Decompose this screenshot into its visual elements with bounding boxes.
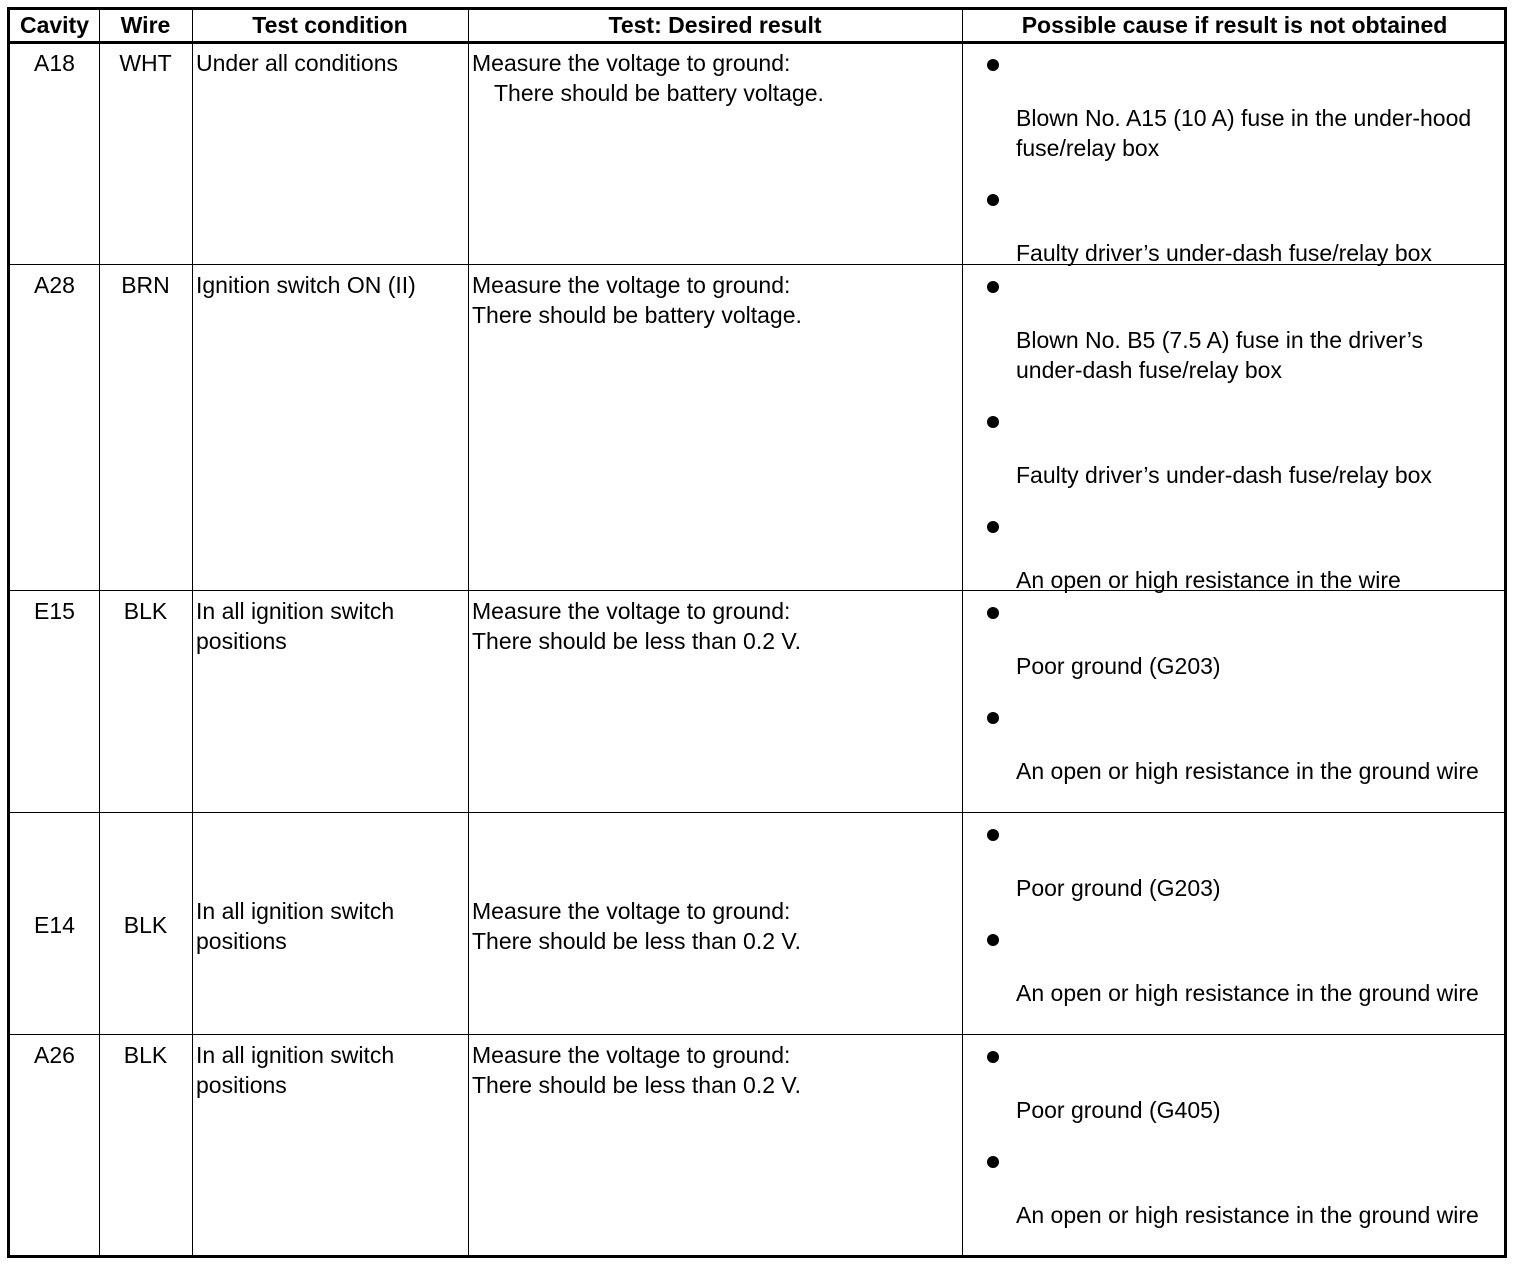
condition-cell: In all ignition switch positions bbox=[196, 1042, 395, 1098]
wire-cell: BLK bbox=[123, 1042, 168, 1068]
condition-cell: In all ignition switch positions bbox=[196, 898, 395, 954]
bullet-icon bbox=[987, 607, 999, 619]
column-divider bbox=[192, 10, 193, 1255]
header-test-condition: Test condition bbox=[252, 12, 408, 38]
bullet-icon bbox=[987, 1051, 999, 1063]
result-line: There should be battery voltage. bbox=[472, 302, 802, 328]
result-line: There should be less than 0.2 V. bbox=[472, 628, 802, 654]
result-line: Measure the voltage to ground: bbox=[472, 1042, 791, 1068]
bullet-icon bbox=[987, 829, 999, 841]
row-divider bbox=[10, 812, 1504, 813]
wire-cell: BRN bbox=[121, 272, 170, 298]
cause-item: An open or high resistance in the ground wire bbox=[1016, 1202, 1479, 1228]
wire-cell: WHT bbox=[119, 50, 172, 76]
cavity-cell: E15 bbox=[34, 598, 75, 624]
cause-item: Poor ground (G203) bbox=[1016, 653, 1221, 679]
bullet-icon bbox=[987, 712, 999, 724]
condition-cell: In all ignition switch positions bbox=[196, 598, 395, 654]
cause-item: Poor ground (G203) bbox=[1016, 875, 1221, 901]
header-cavity: Cavity bbox=[19, 12, 90, 38]
cavity-cell: A28 bbox=[34, 272, 75, 298]
result-line: Measure the voltage to ground: bbox=[472, 598, 791, 624]
cavity-cell: A26 bbox=[34, 1042, 75, 1068]
cause-item: An open or high resistance in the ground wire bbox=[1016, 980, 1479, 1006]
wire-cell: BLK bbox=[123, 912, 168, 938]
cause-item: An open or high resistance in the wire bbox=[1016, 567, 1401, 593]
column-divider bbox=[468, 10, 469, 1255]
bullet-icon bbox=[987, 1156, 999, 1168]
header-wire: Wire bbox=[120, 12, 171, 38]
column-divider bbox=[962, 10, 963, 1255]
bullet-icon bbox=[987, 194, 999, 206]
bullet-icon bbox=[987, 416, 999, 428]
bullet-icon bbox=[987, 521, 999, 533]
header-possible-cause: Possible cause if result is not obtained bbox=[1021, 12, 1448, 38]
row-divider bbox=[10, 1034, 1504, 1035]
cause-item: Poor ground (G405) bbox=[1016, 1097, 1221, 1123]
cause-item: Faulty driver’s under-dash fuse/relay box bbox=[1016, 240, 1432, 266]
bullet-icon bbox=[987, 59, 999, 71]
diagnostic-table bbox=[7, 7, 1507, 1258]
cause-item: Faulty driver’s under-dash fuse/relay box bbox=[1016, 462, 1432, 488]
condition-cell: Ignition switch ON (II) bbox=[196, 272, 416, 298]
result-line: Measure the voltage to ground: bbox=[472, 50, 791, 76]
result-line: Measure the voltage to ground: bbox=[472, 898, 791, 924]
cavity-cell: A18 bbox=[34, 50, 75, 76]
wire-cell: BLK bbox=[123, 598, 168, 624]
result-line: There should be battery voltage. bbox=[494, 80, 824, 106]
cause-item: Blown No. A15 (10 A) fuse in the under-hood fuse/relay box bbox=[1016, 105, 1472, 161]
bullet-icon bbox=[987, 934, 999, 946]
cause-item: An open or high resistance in the ground wire bbox=[1016, 758, 1479, 784]
condition-cell: Under all conditions bbox=[196, 50, 399, 76]
cavity-cell: E14 bbox=[34, 912, 75, 938]
header-desired-result: Test: Desired result bbox=[608, 12, 822, 38]
result-line: Measure the voltage to ground: bbox=[472, 272, 791, 298]
result-line: There should be less than 0.2 V. bbox=[472, 1072, 802, 1098]
result-line: There should be less than 0.2 V. bbox=[472, 928, 802, 954]
cause-item: Blown No. B5 (7.5 A) fuse in the driver’s under-dash fuse/relay box bbox=[1016, 327, 1423, 383]
bullet-icon bbox=[987, 281, 999, 293]
